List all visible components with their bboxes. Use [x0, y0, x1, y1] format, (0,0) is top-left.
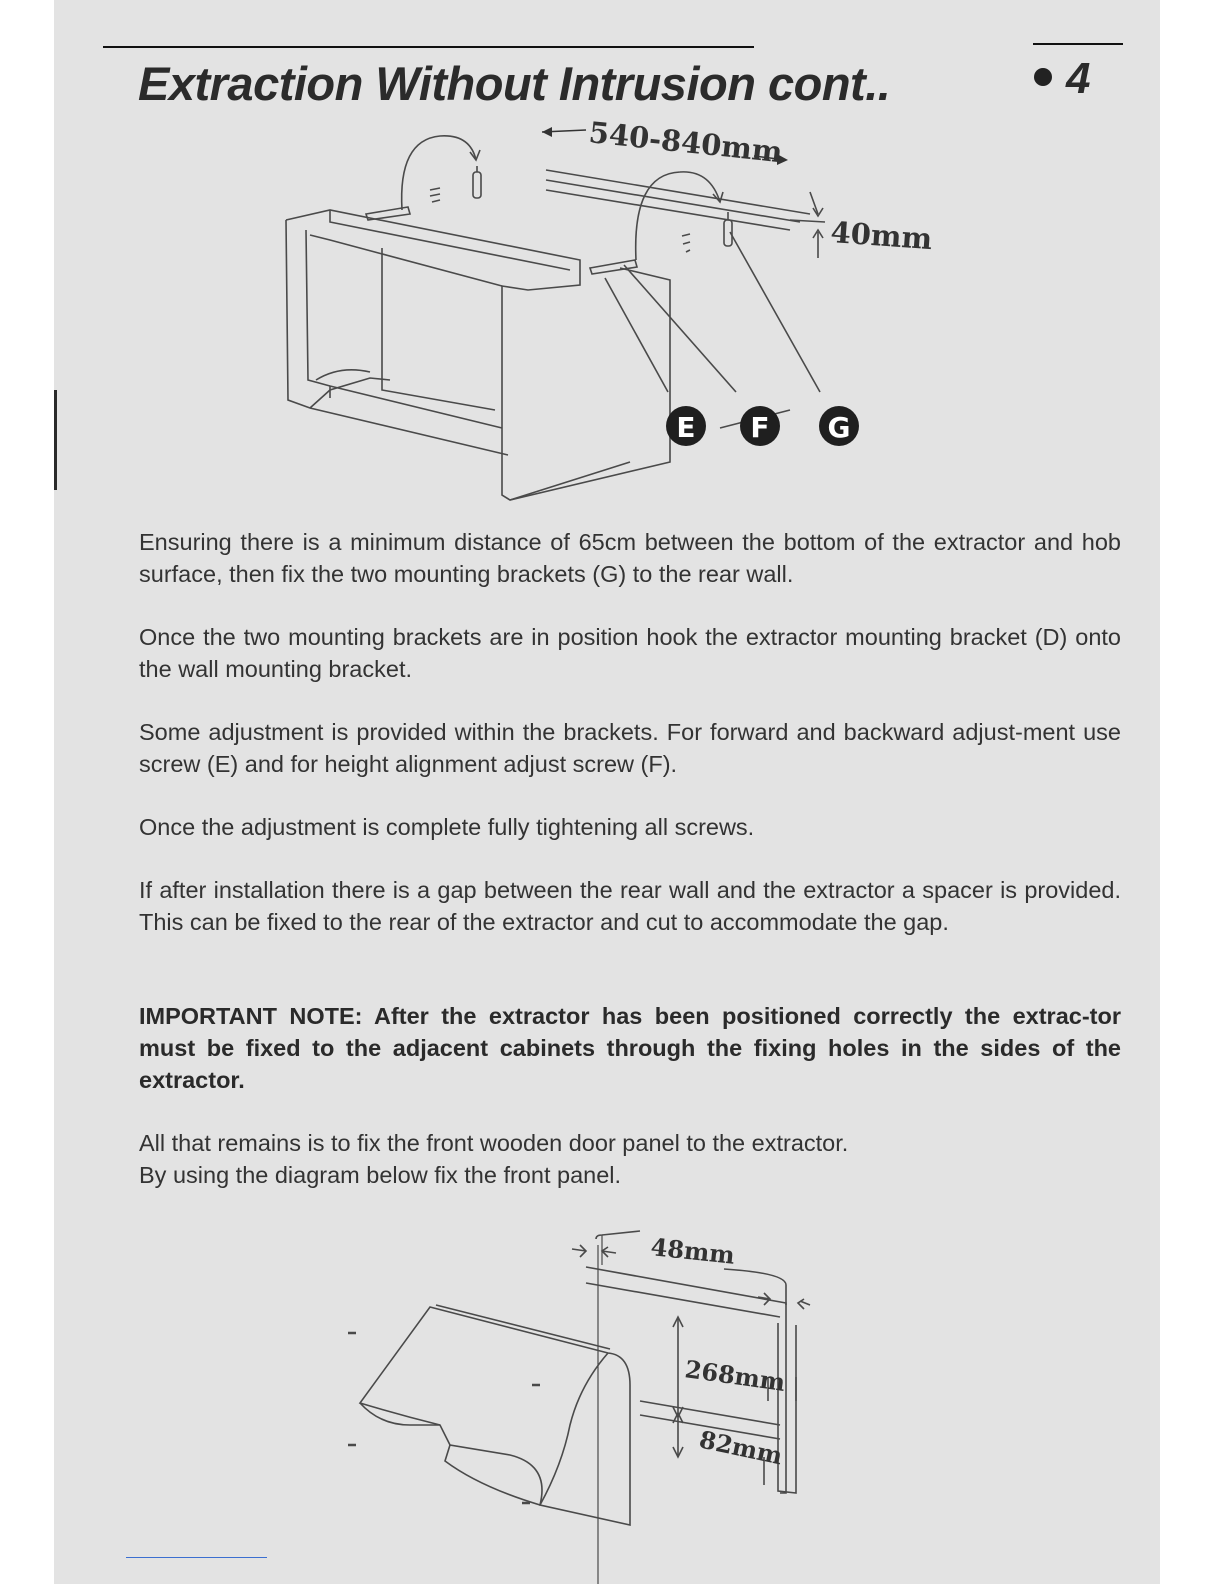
svg-text:F: F	[750, 411, 770, 444]
header-rule	[103, 46, 754, 48]
width-dimension-label: 540-840mm	[587, 115, 785, 170]
svg-text:E: E	[676, 411, 696, 444]
mounting-bracket-diagram	[270, 110, 950, 505]
page-number	[1034, 54, 1090, 104]
callout-e	[666, 406, 706, 446]
paragraph-hook-bracket: Once the two mounting brackets are in position hook the extractor mounting bracket (D) onto the wall mounting bracket.	[139, 624, 1121, 682]
callout-g	[819, 406, 859, 446]
dimension-268mm: 268mm	[683, 1354, 788, 1397]
wall-rail	[546, 170, 810, 214]
front-panel-diagram	[340, 1225, 820, 1540]
paragraph-spacer: If after installation there is a gap between the rear wall and the extractor a spacer is provided. This can be fixed to the rear of the extractor and cut to accommodate the gap.	[139, 877, 1121, 935]
arc-arrow-left	[402, 136, 476, 210]
front-panel	[360, 1307, 630, 1525]
footer-link-underline	[126, 1557, 267, 1558]
dimension-82mm: 82mm	[696, 1424, 786, 1471]
paragraph-tighten: Once the adjustment is complete fully tightening all screws.	[139, 814, 755, 840]
scan-edge-shadow	[54, 390, 57, 490]
extractor-housing	[286, 210, 670, 500]
svg-text:G: G	[827, 411, 851, 444]
paragraph-adjustment: Some adjustment is provided within the brackets. For forward and backward adjust-ment use screw (E) and for height alignment adjust screw (F).	[139, 719, 1121, 777]
paragraph-front-panel: All that remains is to fix the front wooden door panel to the extractor.	[139, 1130, 849, 1156]
important-note: IMPORTANT NOTE: After the extractor has been positioned correctly the extrac-tor must be fixed to the adjacent cabinets through the fixing holes in the sides of the extractor.	[139, 1003, 1121, 1093]
hook-left	[473, 172, 481, 198]
bullet-icon	[1034, 68, 1052, 86]
page-title: Extraction Without Intrusion cont..	[138, 57, 891, 110]
paragraph-min-distance: Ensuring there is a minimum distance of 65cm between the bottom of the extractor and hob surface, then fix the two mounting brackets (G) to the rear wall.	[139, 529, 1121, 587]
page-number-rule	[1033, 43, 1123, 45]
page-number-value: 4	[1066, 54, 1091, 103]
callout-f	[740, 406, 780, 446]
height-dimension-label: 40mm	[829, 215, 934, 257]
dimension-48mm: 48mm	[649, 1232, 737, 1270]
paragraph-diagram-below: By using the diagram below fix the front panel.	[139, 1162, 622, 1188]
